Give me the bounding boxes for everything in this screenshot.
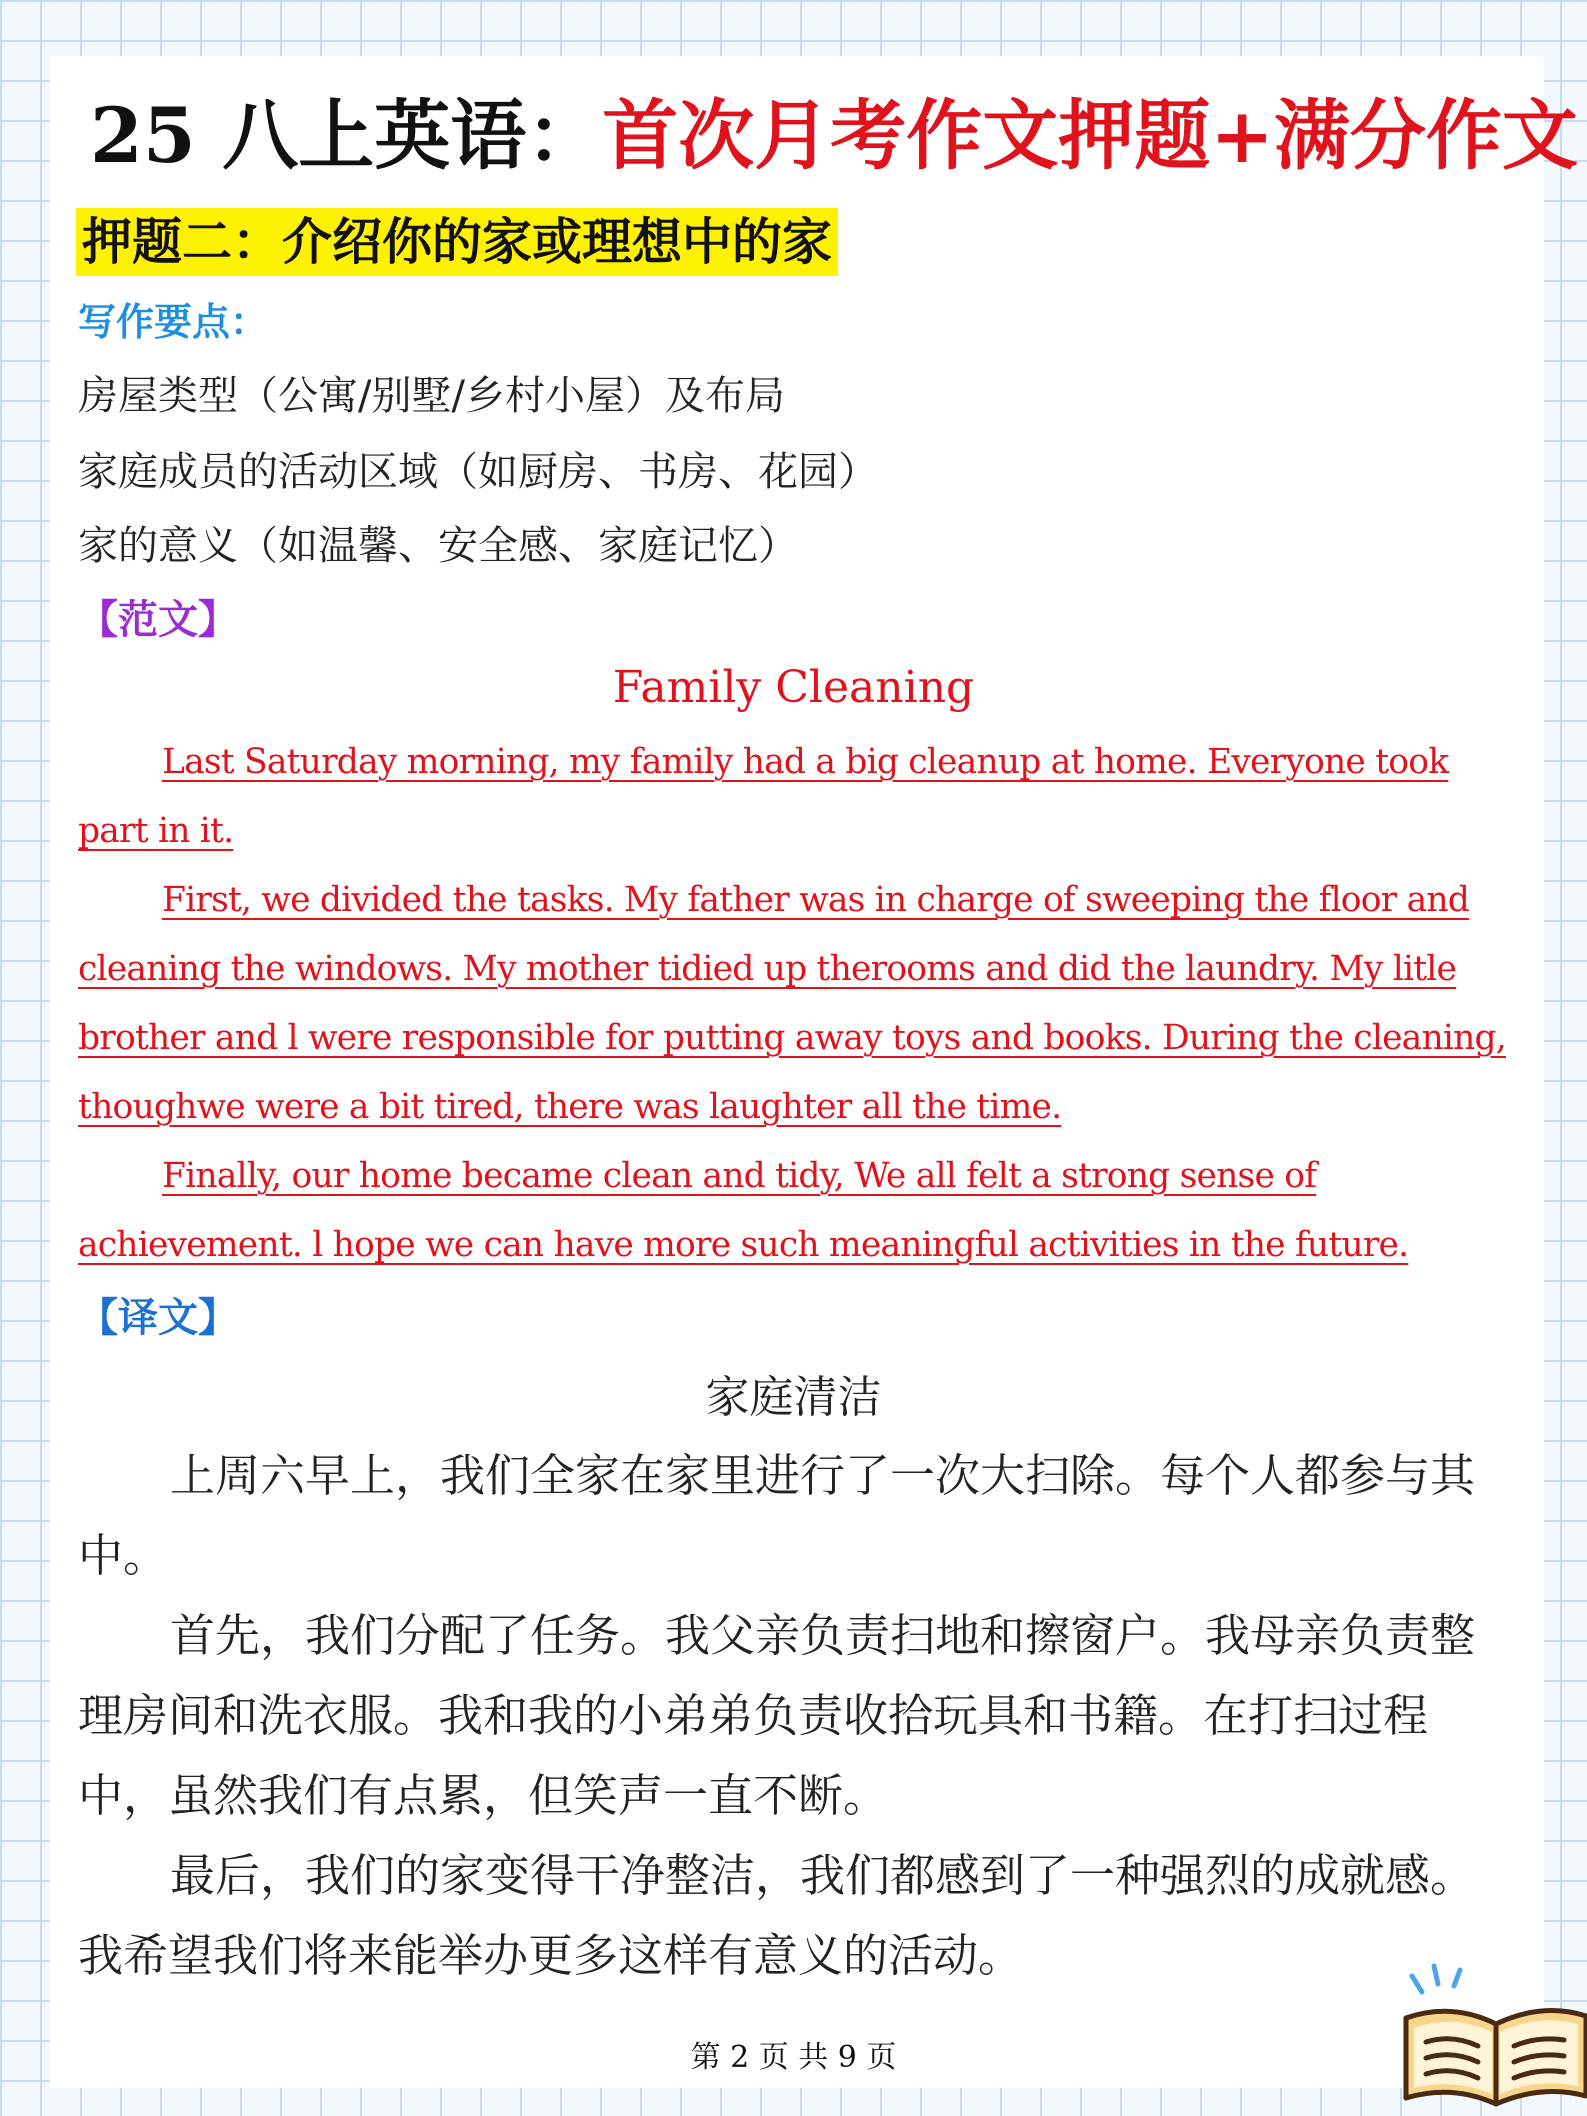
writing-point-item: 房屋类型（公寓/别墅/乡村小屋）及布局 xyxy=(78,373,785,419)
sample-paragraph: Finally, our home became clean and tidy, We all felt a strong sense of achievement. l hope we can have more such meaningful activities in the future. xyxy=(78,1156,1409,1265)
open-book-icon xyxy=(1392,1958,1587,2108)
sample-paragraph: Last Saturday morning, my family had a big cleanup at home. Everyone took part in it. xyxy=(78,742,1449,851)
translation-body xyxy=(78,1436,1510,1996)
topic-heading: 押题二：介绍你的家或理想中的家 xyxy=(76,208,838,276)
title-highlight: 首次月考作文押题+满分作文 xyxy=(602,91,1578,180)
writing-point-item: 家庭成员的活动区域（如厨房、书房、花园） xyxy=(78,449,878,495)
sample-essay-title: Family Cleaning xyxy=(612,662,975,713)
sample-essay-body xyxy=(78,728,1506,1280)
translation-paragraph: 上周六早上，我们全家在家里进行了一次大扫除。每个人都参与其中。 xyxy=(78,1449,1476,1582)
translation-title: 家庭清洁 xyxy=(705,1372,882,1423)
translation-paragraph: 首先，我们分配了任务。我父亲负责扫地和擦窗户。我母亲负责整理房间和洗衣服。我和我的小弟弟负责收拾玩具和书籍。在打扫过程中，虽然我们有点累，但笑声一直不断。 xyxy=(78,1609,1476,1822)
sample-paragraph: First, we divided the tasks. My father was in charge of sweeping the floor and cleaning the windows. My mother tidied up therooms and did the laundry. My litle brother and l were responsible for putting away toys and books. During the cleaning, thoughwe were a bit tired, there was laughter all the time. xyxy=(78,880,1506,1127)
page-number: 第 2 页 共 9 页 xyxy=(690,2040,897,2075)
writing-points-label: 写作要点： xyxy=(78,300,269,344)
sample-essay-label: 【范文】 xyxy=(78,597,238,643)
translation-paragraph: 最后，我们的家变得干净整洁，我们都感到了一种强烈的成就感。我希望我们将来能举办更多这样有意义的活动。 xyxy=(78,1849,1476,1982)
writing-point-item: 家的意义（如温馨、安全感、家庭记忆） xyxy=(78,523,798,569)
title-prefix: 25 八上英语： xyxy=(90,91,603,180)
translation-label: 【译文】 xyxy=(78,1295,238,1341)
page-title xyxy=(90,88,1578,184)
